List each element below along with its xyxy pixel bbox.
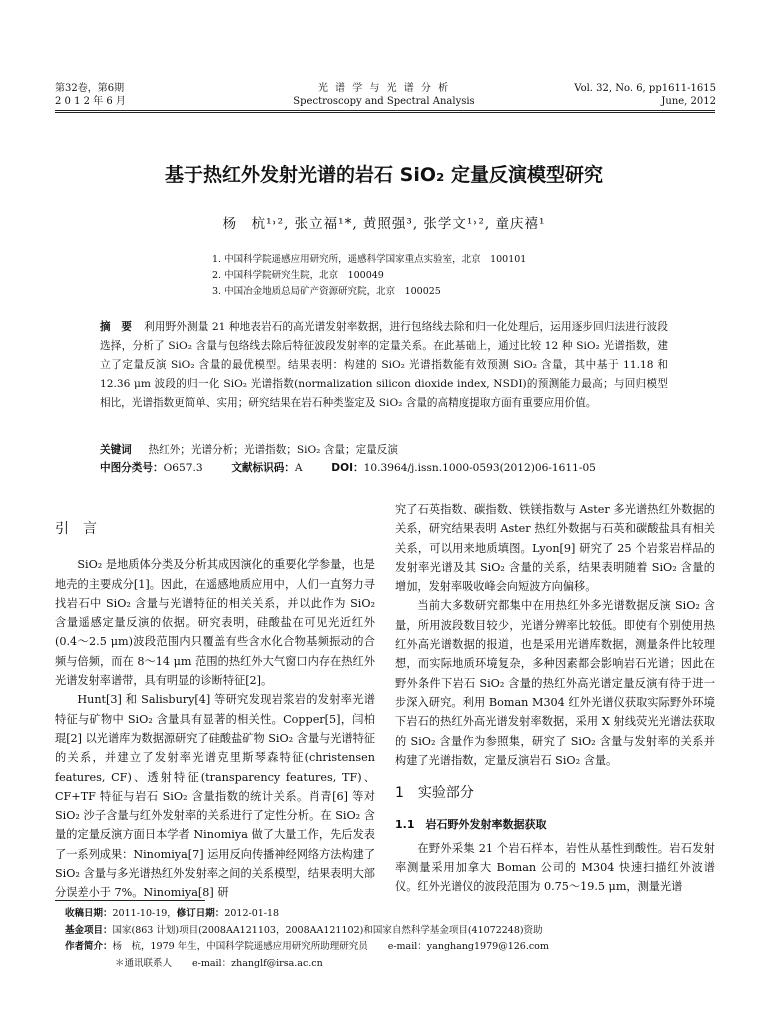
fund-line bbox=[65, 923, 725, 940]
fund-label: 基金项目： bbox=[65, 924, 113, 936]
paper-title: 基于热红外发射光谱的岩石 SiO₂ 定量反演模型研究 bbox=[165, 164, 603, 186]
affiliation-3: 3. 中国冶金地质总局矿产资源研究院，北京 100025 bbox=[212, 286, 441, 297]
doc-code-value: A bbox=[294, 462, 303, 474]
bio-line bbox=[65, 939, 725, 956]
affiliations bbox=[212, 252, 526, 300]
right-paragraph-1: 究了石英指数、碳指数、铁镁指数与 Aster 多光谱热红外数据的关系，研究结果表明 Aster 热红外数据与石英和碳酸盐具有相关关系，可以用来地质填图。Lyon[9] 研究了 25 个岩浆岩样品的发射率光谱及其 SiO₂ 含量的关系，结果表明随着 SiO₂ 含量的增加，发射率吸收峰会向短波方向偏移。 bbox=[395, 503, 715, 594]
date-en: June, 2012 bbox=[661, 96, 716, 107]
journal-en: Spectroscopy and Spectral Analysis bbox=[293, 96, 475, 107]
header-rule-thin bbox=[55, 112, 715, 113]
abstract-text: 利用野外测量 21 种地表岩石的高光谱发射率数据，进行包络线去除和归一化处理后，运用逐步回归法进行波段选择，分析了 SiO₂ 含量与包络线去除后特征波段发射率的定量关系。在此基础上，通过比较 12 种 SiO₂ 光谱指数，建立了定量反演 SiO₂ 含量的最优模型。结果表明：构建的 SiO₂ 光谱指数能有效预测 SiO₂ 含量，其中基于 11.18 和 12.36 μm 波段的归一化 SiO₂ 光谱指数(normalization silicon dioxide index, NSDI)的预测能力最高；与回归模型相比，光谱指数更简单、实用；研究结果在岩石种类鉴定及 SiO₂ 含量的高精度提取方面有重要应用价值。 bbox=[100, 321, 668, 409]
author-list: 杨 杭¹˒², 张立福¹*, 黄照强³, 张学文¹˒², 童庆禧¹ bbox=[222, 216, 546, 232]
bio-label: 作者简介： bbox=[65, 941, 113, 952]
section-1-heading: 1 实验部分 bbox=[395, 785, 474, 802]
right-paragraph-2: 当前大多数研究都集中在用热红外多光谱数据反演 SiO₂ 含量，所用波段数目较少，光谱分辨率比较低。即使有个别使用热红外高光谱数据的报道，也是采用光谱库数据，测量条件比较理想，而实际地质环境复杂，多种因素都会影响岩石光谱；因此在野外条件下岩石 SiO₂ 含量的热红外高光谱定量反演有待于进一步深入研究。利用 Boman M304 红外光谱仪获取实际野外环境下岩石的热红外高光谱发射率数据，采用 X 射线荧光光谱法获取的 SiO₂ 含量作为参照集，研究了 SiO₂ 含量与发射率的关系并构建了光谱指数，定量反演岩石 SiO₂ 含量。 bbox=[395, 599, 715, 767]
right-column bbox=[395, 500, 715, 897]
corresponding-line bbox=[65, 956, 725, 973]
footnote-rule bbox=[55, 900, 205, 901]
received-label: 收稿日期： bbox=[65, 908, 113, 919]
abstract bbox=[100, 318, 668, 413]
doi-label: DOI： bbox=[331, 462, 364, 474]
corresponding-label: ＊通讯联系人 bbox=[115, 957, 173, 969]
volume-cn: 第32卷，第6期 bbox=[55, 83, 125, 94]
header-rule bbox=[55, 110, 715, 111]
intro-paragraph-1: SiO₂ 是地质体分类及分析其成因演化的重要化学参量，也是地壳的主要成分[1]。因此，在遥感地质应用中，人们一直努力寻找岩石中 SiO₂ 含量与光谱特征的相关关系，并以此作为 SiO₂ 含量遥感定量反演的依据。研究表明，硅酸盐在可见光近红外(0.4～2.5 μm)波段范围内只覆盖有些含水化合物基频振动的合频与倍频，而在 8～14 μm 范围的热红外大气窗口内存在热红外光谱发射率谱带，具有明显的诊断特征[2]。 bbox=[55, 558, 375, 688]
revised-date: 2012-01-18 bbox=[224, 908, 280, 919]
bio-text: 杨 杭，1979 年生，中国科学院遥感应用研究所助理研究员 bbox=[112, 941, 368, 952]
affiliation-1: 1. 中国科学院遥感应用研究所，遥感科学国家重点实验室，北京 100101 bbox=[212, 254, 527, 265]
header-volume-en bbox=[574, 82, 716, 108]
abstract-label: 摘 要 bbox=[100, 321, 133, 333]
fund-text: 国家(863 计划)项目(2008AA121103，2008AA121102)和国家自然科学基金项目(41072248)资助 bbox=[112, 924, 543, 936]
subsection-1-1-heading: 1.1 岩石野外发射率数据获取 bbox=[395, 818, 547, 832]
dates-line bbox=[65, 906, 725, 923]
classification bbox=[100, 460, 680, 476]
left-column bbox=[55, 510, 375, 903]
keywords-text: 热红外；光谱分析；光谱指数；SiO₂ 含量；定量反演 bbox=[148, 444, 398, 456]
intro-paragraph-2: Hunt[3] 和 Salisbury[4] 等研究发现岩浆岩的发射率光谱特征与矿物中 SiO₂ 含量具有显著的相关性。Copper[5]，闫柏琨[2] 以光谱库为数据源研究了硅酸盐矿物 SiO₂ 含量与光谱特征的关系，并建立了发射率光谱克里斯琴森特征(christensen features, CF)、透射特征(transparency features, TF)、CF+TF 特征与岩石 SiO₂ 含量指数的统计关系。肖青[6] 等对 SiO₂ 沙子含量与红外发射率的关系进行了定性分析。在 SiO₂ 含量的定量反演方面日本学者 Ninomiya 做了大量工作，先后发表了一系列成果：Ninomiya[7] 运用反向传播神经网络方法构建了 SiO₂ 含量与多光谱热红外发射率之间的关系模型，结果表明大部分误差小于 7%。Ninomiya[8] 研 bbox=[55, 693, 376, 900]
intro-heading: 引 言 bbox=[55, 521, 97, 537]
right-paragraph-3: 在野外采集 21 个岩石样本，岩性从基性到酸性。岩石发射率测量采用加拿大 Boman 公司的 M304 快速扫描红外波谱仪。红外光谱仪的波段范围为 0.75～19.5 μm，测量光谱 bbox=[395, 841, 715, 894]
clc-value: O657.3 bbox=[163, 462, 203, 474]
author-email: e-mail：yanghang1979@126.com bbox=[387, 941, 549, 952]
doc-code-label: 文献标识码： bbox=[231, 462, 295, 474]
keywords-label: 关键词 bbox=[100, 444, 132, 456]
doi-value: 10.3964/j.issn.1000-0593(2012)06-1611-05 bbox=[363, 462, 596, 474]
clc-label: 中图分类号： bbox=[100, 462, 164, 474]
journal-cn: 光 谱 学 与 光 谱 分 析 bbox=[317, 83, 451, 94]
volume-en: Vol. 32, No. 6, pp1611-1615 bbox=[574, 83, 716, 94]
date-cn: 2 0 1 2 年 6 月 bbox=[55, 96, 126, 107]
revised-label: 修订日期： bbox=[176, 908, 225, 919]
corresponding-email: e-mail：zhanglf@irsa.ac.cn bbox=[192, 957, 323, 969]
keywords bbox=[100, 442, 680, 458]
affiliation-2: 2. 中国科学院研究生院，北京 100049 bbox=[212, 270, 384, 281]
received-date: 2011-10-19， bbox=[112, 908, 177, 919]
footnotes bbox=[65, 906, 725, 972]
